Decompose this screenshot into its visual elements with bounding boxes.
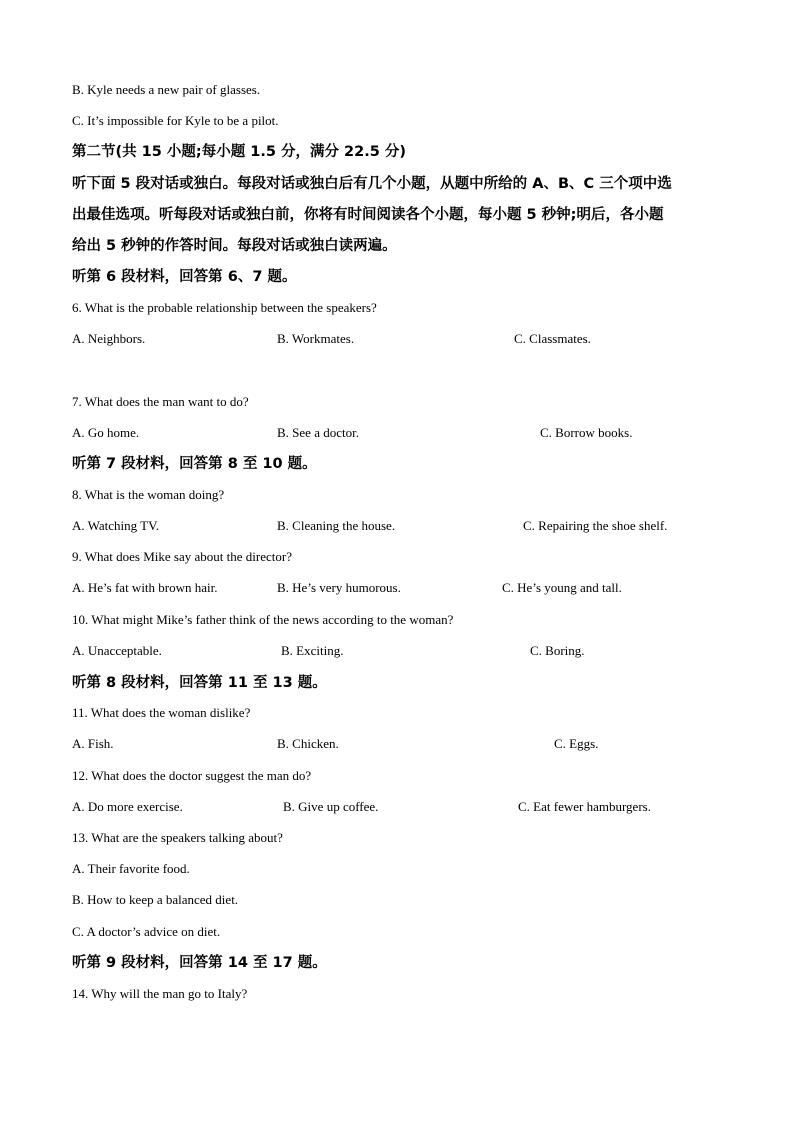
option-b: B. See a doctor. [277,425,359,440]
instruction-line: 给出 5 秒钟的作答时间。每段对话或独白读两遍。 [72,238,397,254]
option-c: C. Borrow books. [540,425,633,440]
question-text: 6. What is the probable relationship between the speakers? [72,300,377,315]
material-heading: 听第 8 段材料，回答第 11 至 13 题。 [72,675,327,691]
option-line: A. Their favorite food. [72,861,190,876]
question-text: 7. What does the man want to do? [72,394,249,409]
option-c: C. Eggs. [554,736,599,751]
instruction-line: 听下面 5 段对话或独白。每段对话或独白后有几个小题，从题中所给的 A、B、C 三个项中选 [72,176,672,192]
option-line: C. A doctor’s advice on diet. [72,924,221,939]
question-text: 10. What might Mike’s father think of the news according to the woman? [72,612,454,627]
option-b: B. Give up coffee. [283,799,379,814]
option-b: B. He’s very humorous. [277,580,401,595]
material-heading: 听第 6 段材料，回答第 6、7 题。 [72,269,297,285]
material-heading: 听第 7 段材料，回答第 8 至 10 题。 [72,456,317,472]
option-a: A. Fish. [72,736,114,751]
option-a: A. Watching TV. [72,518,160,533]
option-a: A. Unacceptable. [72,643,162,658]
option-c: C. Boring. [530,643,585,658]
option-c: C. He’s young and tall. [502,580,622,595]
option-a: A. Do more exercise. [72,799,183,814]
question-text: 11. What does the woman dislike? [72,705,251,720]
section-heading: 第二节(共 15 小题;每小题 1.5 分，满分 22.5 分) [72,144,406,160]
material-heading: 听第 9 段材料，回答第 14 至 17 题。 [72,955,327,971]
question-text: 14. Why will the man go to Italy? [72,986,248,1001]
option-a: A. Go home. [72,425,140,440]
option-b: B. Exciting. [281,643,344,658]
option-a: A. Neighbors. [72,331,146,346]
question-text: 9. What does Mike say about the director? [72,549,292,564]
option-line: C. It’s impossible for Kyle to be a pilot. [72,113,279,128]
option-c: C. Eat fewer hamburgers. [518,799,651,814]
question-text: 13. What are the speakers talking about? [72,830,283,845]
option-line: B. How to keep a balanced diet. [72,892,239,907]
option-b: B. Chicken. [277,736,339,751]
option-a: A. He’s fat with brown hair. [72,580,218,595]
question-text: 12. What does the doctor suggest the man do? [72,768,312,783]
option-c: C. Repairing the shoe shelf. [523,518,668,533]
instruction-line: 出最佳选项。听每段对话或独白前，你将有时间阅读各个小题，每小题 5 秒钟;明后，各小题 [72,207,664,223]
option-b: B. Workmates. [277,331,355,346]
question-text: 8. What is the woman doing? [72,487,225,502]
option-c: C. Classmates. [514,331,591,346]
option-b: B. Cleaning the house. [277,518,396,533]
option-line: B. Kyle needs a new pair of glasses. [72,82,261,97]
